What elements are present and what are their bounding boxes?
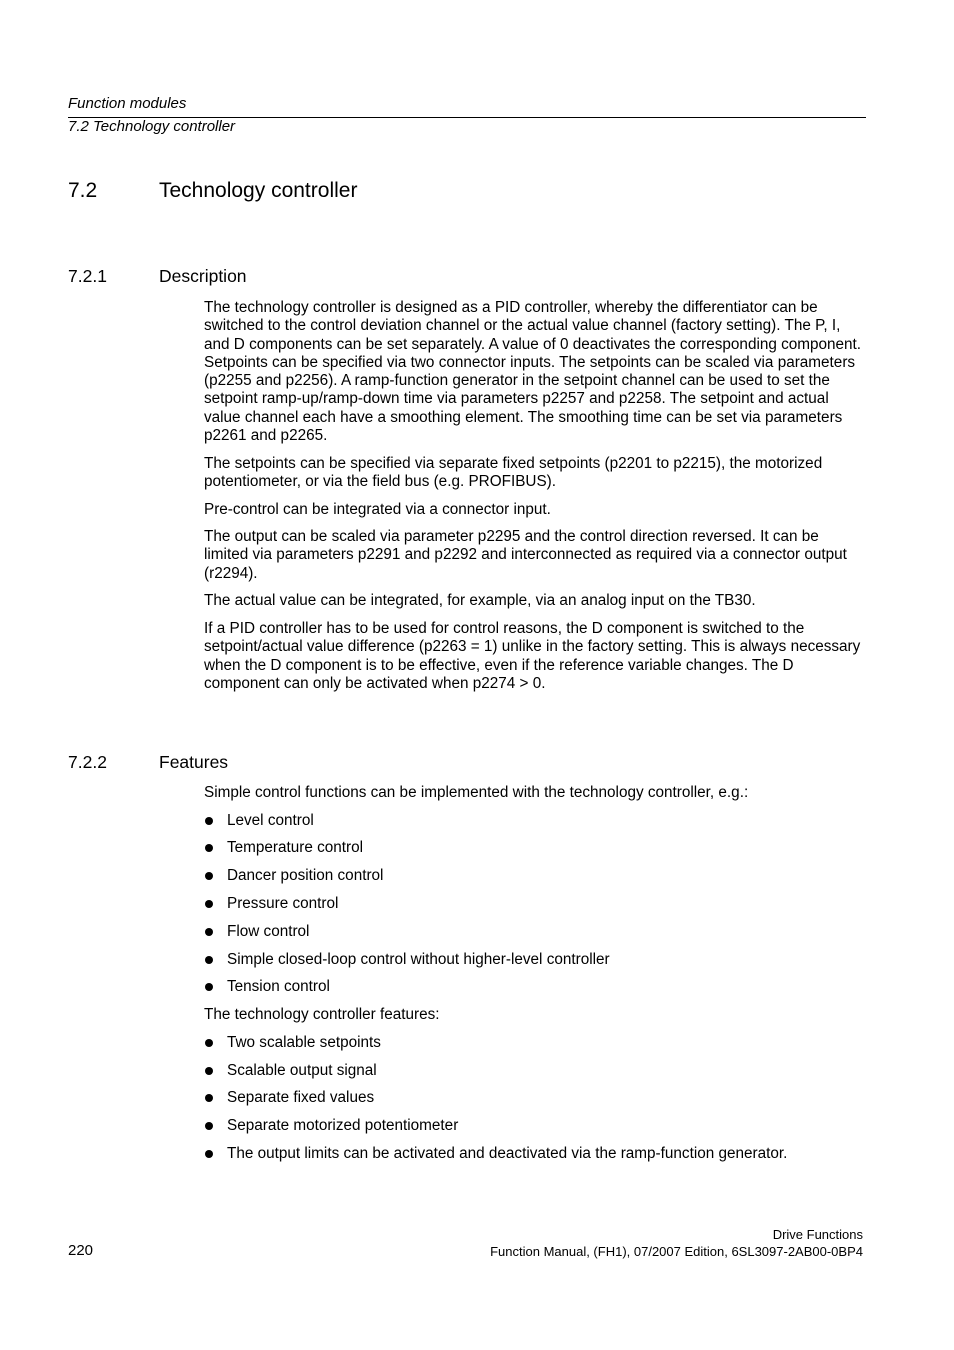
list-item: Tension control (204, 978, 866, 996)
list-item: Two scalable setpoints (204, 1034, 866, 1052)
list-item: Flow control (204, 923, 866, 941)
bullet-icon (205, 900, 213, 908)
subsection-heading-description (68, 265, 247, 287)
list-item: Scalable output signal (204, 1062, 866, 1080)
paragraph: Pre-control can be integrated via a connector input. (204, 500, 551, 518)
list-item: Temperature control (204, 839, 866, 857)
subsection-heading-features (68, 751, 228, 773)
list-item: Separate fixed values (204, 1089, 866, 1107)
description-body (204, 299, 866, 702)
list-item: Dancer position control (204, 867, 866, 885)
bullet-icon (205, 844, 213, 852)
subsection-title: Description (159, 266, 247, 286)
bullet-icon (205, 872, 213, 880)
list-item: Level control (204, 812, 866, 830)
subsection-number: 7.2.2 (68, 752, 107, 772)
bullet-icon (205, 1150, 213, 1158)
paragraph: The technology controller is designed as a PID controller, whereby the differentiator can be switched to the control deviation channel or the actual value channel (factory setting). The P, I, and D components can be set separately. A value of 0 deactivates the corresponding component. Setpoints can be specified via two connector inputs. The setpoints can be scaled via parameters (p2255 and p2256). A ramp-function generator in the setpoint channel can be used to set the setpoint ramp-up/ramp-down time via parameters p2257 and p2258. The setpoint and actual value channel each have a smoothing element. The smoothing time can be set via parameters p2261 and p2265. (204, 299, 862, 445)
footer-edition: Function Manual, (FH1), 07/2007 Edition, 6SL3097-2AB00-0BP4 (490, 1244, 863, 1259)
bullet-icon (205, 983, 213, 991)
running-header-chapter: Function modules (68, 95, 187, 112)
list-item: Simple closed-loop control without higher-level controller (204, 951, 866, 969)
paragraph: The technology controller features: (204, 1006, 440, 1024)
list-item: Pressure control (204, 895, 866, 913)
controller-features-list (204, 1034, 866, 1163)
control-functions-list (204, 812, 866, 997)
section-heading (68, 178, 357, 204)
subsection-number: 7.2.1 (68, 266, 107, 286)
bullet-icon (205, 1067, 213, 1075)
footer-title: Drive Functions (772, 1227, 863, 1242)
bullet-icon (205, 1094, 213, 1102)
bullet-icon (205, 928, 213, 936)
subsection-title: Features (159, 752, 229, 772)
features-body (204, 784, 866, 1173)
page-number: 220 (68, 1242, 94, 1259)
paragraph: If a PID controller has to be used for control reasons, the D component is switched to the setpoint/actual value difference (p2263 = 1) unlike in the factory setting. This is always necessary when the D component is to be effective, even if the reference variable changes. The D component can only be activated when p2274 > 0. (204, 619, 861, 692)
paragraph: The setpoints can be specified via separate fixed setpoints (p2201 to p2215), the motorized potentiometer, or via the field bus (e.g. PROFIBUS). (204, 454, 823, 490)
section-number: 7.2 (68, 179, 98, 202)
bullet-icon (205, 1039, 213, 1047)
bullet-icon (205, 1122, 213, 1130)
section-title: Technology controller (159, 179, 358, 202)
bullet-icon (205, 817, 213, 825)
list-item: Separate motorized potentiometer (204, 1117, 866, 1135)
list-item: The output limits can be activated and deactivated via the ramp-function generator. (204, 1145, 866, 1163)
bullet-icon (205, 956, 213, 964)
paragraph: The actual value can be integrated, for example, via an analog input on the TB30. (204, 592, 756, 610)
paragraph: The output can be scaled via parameter p2295 and the control direction reversed. It can be limited via parameters p2291 and p2292 and interconnected as required via a connector output (r2294). (204, 528, 847, 582)
running-header-section: 7.2 Technology controller (68, 118, 236, 135)
paragraph: Simple control functions can be implemented with the technology controller, e.g.: (204, 784, 749, 801)
